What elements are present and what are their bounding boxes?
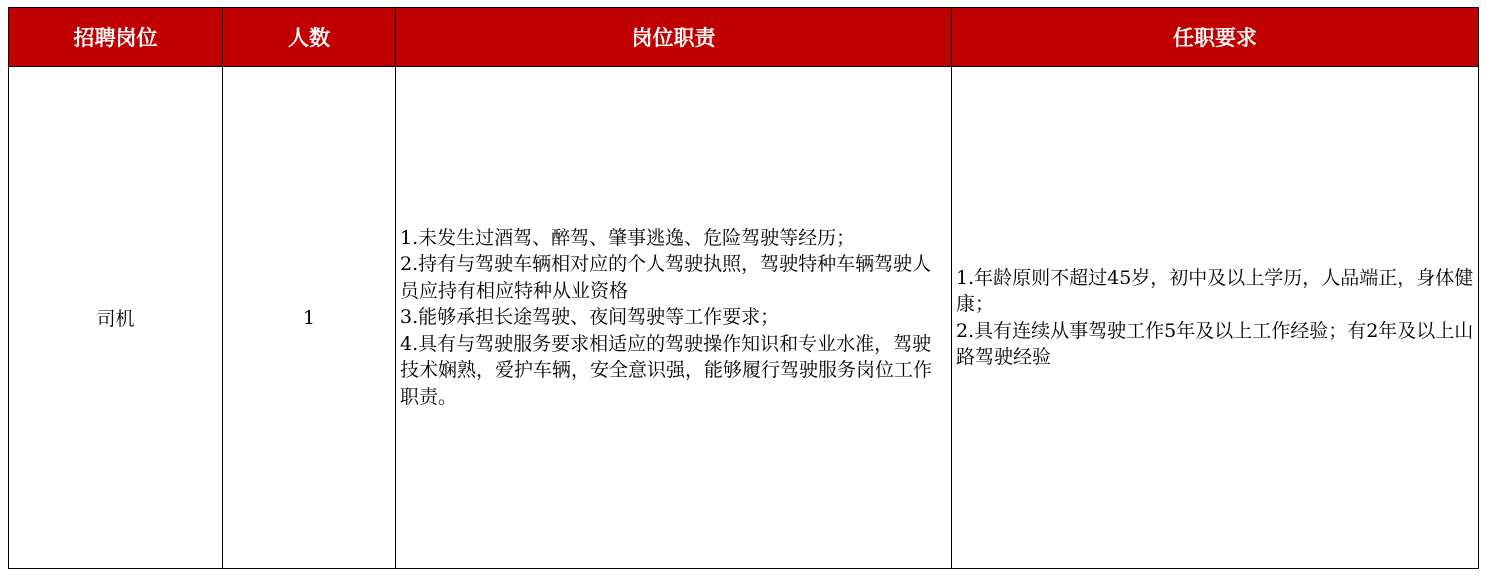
position-cell: 司机	[9, 67, 223, 569]
requirement-item-2: 2.具有连续从事驾驶工作5年及以上工作经验；有2年及以上山路驾驶经验	[956, 319, 1474, 368]
requirements-cell	[952, 67, 1479, 569]
header-row	[9, 8, 1479, 67]
header-duties: 岗位职责	[396, 8, 952, 67]
table-header	[9, 8, 1479, 67]
table-row	[9, 67, 1479, 569]
header-count: 人数	[223, 8, 396, 67]
duty-item-3: 3.能够承担长途驾驶、夜间驾驶等工作要求；	[400, 306, 780, 329]
duty-item-4: 4.具有与驾驶服务要求相适应的驾驶操作知识和专业水准，驾驶技术娴熟，爱护车辆，安全意识强，能够履行驾驶服务岗位工作职责。	[400, 332, 933, 408]
requirement-item-1: 1.年龄原则不超过45岁，初中及以上学历，人品端正，身体健康；	[956, 266, 1474, 315]
duty-item-1: 1.未发生过酒驾、醉驾、肇事逃逸、危险驾驶等经历；	[400, 226, 856, 249]
count-cell: 1	[223, 67, 396, 569]
recruitment-table	[8, 7, 1479, 569]
header-requirements: 任职要求	[952, 8, 1479, 67]
table-body	[9, 67, 1479, 569]
header-position: 招聘岗位	[9, 8, 223, 67]
duties-cell	[396, 67, 952, 569]
duty-item-2: 2.持有与驾驶车辆相对应的个人驾驶执照，驾驶特种车辆驾驶人员应持有相应特种从业资格	[400, 253, 932, 302]
